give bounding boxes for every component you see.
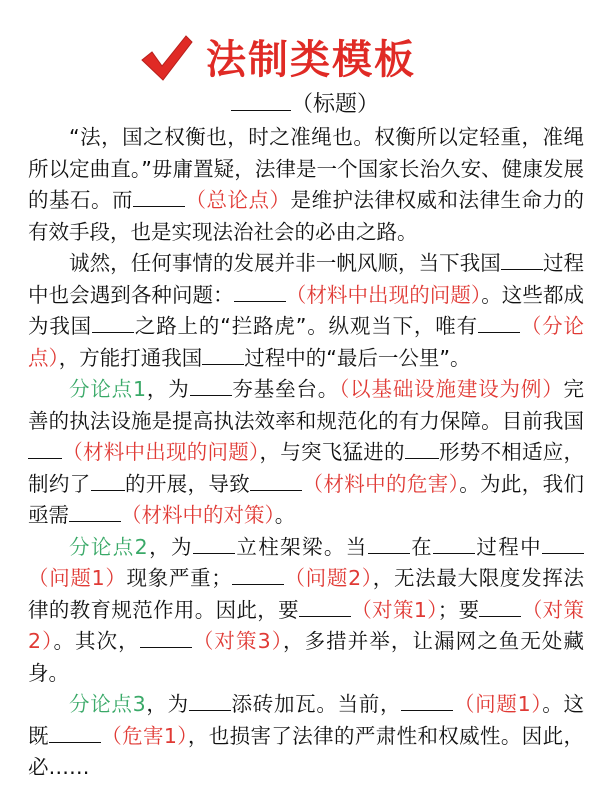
text-segment: 在 [409,534,433,559]
fill-blank [479,596,521,617]
fill-blank [193,533,235,554]
text-segment: ，多措并举，让漏网之鱼无处藏身。 [28,629,585,685]
hint-text: （对策2） [28,597,585,653]
fill-blank [189,690,231,711]
text-segment: 添砖加瓦。当前， [230,692,402,716]
hint-text: （对策3） [191,629,284,653]
fill-blank [401,690,453,711]
header [0,18,610,98]
document-body [28,122,584,784]
text-segment: 现象严重； [126,566,232,590]
text-segment: 夯基垒台。 [231,377,340,401]
text-segment: ，方能打通我国 [58,345,203,370]
fill-blank [28,438,62,459]
hint-text: （分论点） [28,314,584,370]
fill-blank [299,596,351,617]
text-segment: 过程中 [474,534,543,559]
fill-blank [190,375,232,396]
fill-blank [232,564,284,585]
page-title: 法制类模板 [206,37,416,83]
text-segment: 。其次， [53,629,140,653]
fill-blank [478,312,520,333]
fill-blank [133,186,185,207]
text-segment: ，为 [145,692,189,716]
subtitle-line [0,90,610,120]
text-segment: 完善的执法设施是提高执法效率和规范化的有力保障。目前我国 [28,377,585,433]
fill-blank [69,501,121,522]
hint-text: （问题1） [28,566,127,590]
fill-blank [234,281,286,302]
text-segment: 。这些都成为我国 [28,282,585,338]
fill-blank [250,470,302,491]
text-segment: ，为 [147,534,193,559]
fill-blank [202,344,244,365]
hint-text: （材料中出现的问题） [62,440,260,464]
text-segment: 过程中也会遇到各种问题： [28,251,585,307]
paragraph-intro [28,122,584,248]
fill-blank [405,438,439,459]
sub-point-label: 分论点2 [69,534,148,559]
checkmark-icon [138,32,194,84]
fill-blank [92,312,134,333]
sub-point-label: 分论点1 [69,377,147,401]
hint-text: （以基础设施建设为例） [339,377,564,401]
fill-blank [368,533,410,554]
subtitle-label: （标题） [290,92,379,117]
fill-blank [501,249,543,270]
hint-text: （对策1） [350,597,438,622]
fill-blank [542,533,584,554]
text-segment: 之路上的“拦路虎”。纵观当下，唯有 [134,314,478,338]
text-segment: 。为此，我们亟需 [28,471,585,527]
paragraph-point-1 [28,374,584,532]
text-segment: ，与突飞猛进的 [259,440,405,464]
paragraph-problem [28,248,584,374]
hint-text: （材料中的危害） [302,471,460,496]
fill-blank [49,722,101,743]
text-segment: ；要 [437,597,480,622]
hint-text: （问题1） [453,692,543,716]
text-segment: 是维护法律权威和法律生命力的有效手段，也是实现法治社会的必由之路。 [28,188,584,244]
text-segment: 的开展，导致 [124,471,251,496]
hint-text: （问题2） [283,566,373,590]
text-segment: “法，国之权衡也，时之准绳也。权衡所以定轻重，准绳所以定曲直。”毋庸置疑，法律是一个国家长治久安、健康发展的基石。而 [28,125,584,212]
title-blank [231,90,291,111]
hint-text: （危害1） [100,723,188,748]
text-segment: 。 [274,503,296,527]
text-segment: ，为 [146,377,190,401]
text-segment: ，也损害了法律的严肃性和权威性。因此，必…… [28,723,585,779]
paragraph-point-3 [28,689,584,784]
fill-blank [140,627,192,648]
paragraph-point-2 [28,532,584,690]
text-segment: 立柱架梁。当 [234,534,368,559]
fill-blank [91,470,125,491]
hint-text: （总论点） [185,188,291,212]
text-segment: 过程中的“最后一公里”。 [244,345,471,370]
text-segment: 诚然，任何事情的发展并非一帆风顺，当下我国 [69,251,501,275]
fill-blank [433,533,475,554]
text-segment: 形势不相适应，制约了 [28,440,584,496]
hint-text: （材料中出现的问题） [285,282,482,307]
text-segment: 。这既 [28,692,585,748]
hint-text: （材料中的对策） [121,503,275,527]
sub-point-label: 分论点3 [69,692,146,716]
text-segment: ，无法最大限度发挥法律的教育规范作用。因此，要 [28,566,585,622]
